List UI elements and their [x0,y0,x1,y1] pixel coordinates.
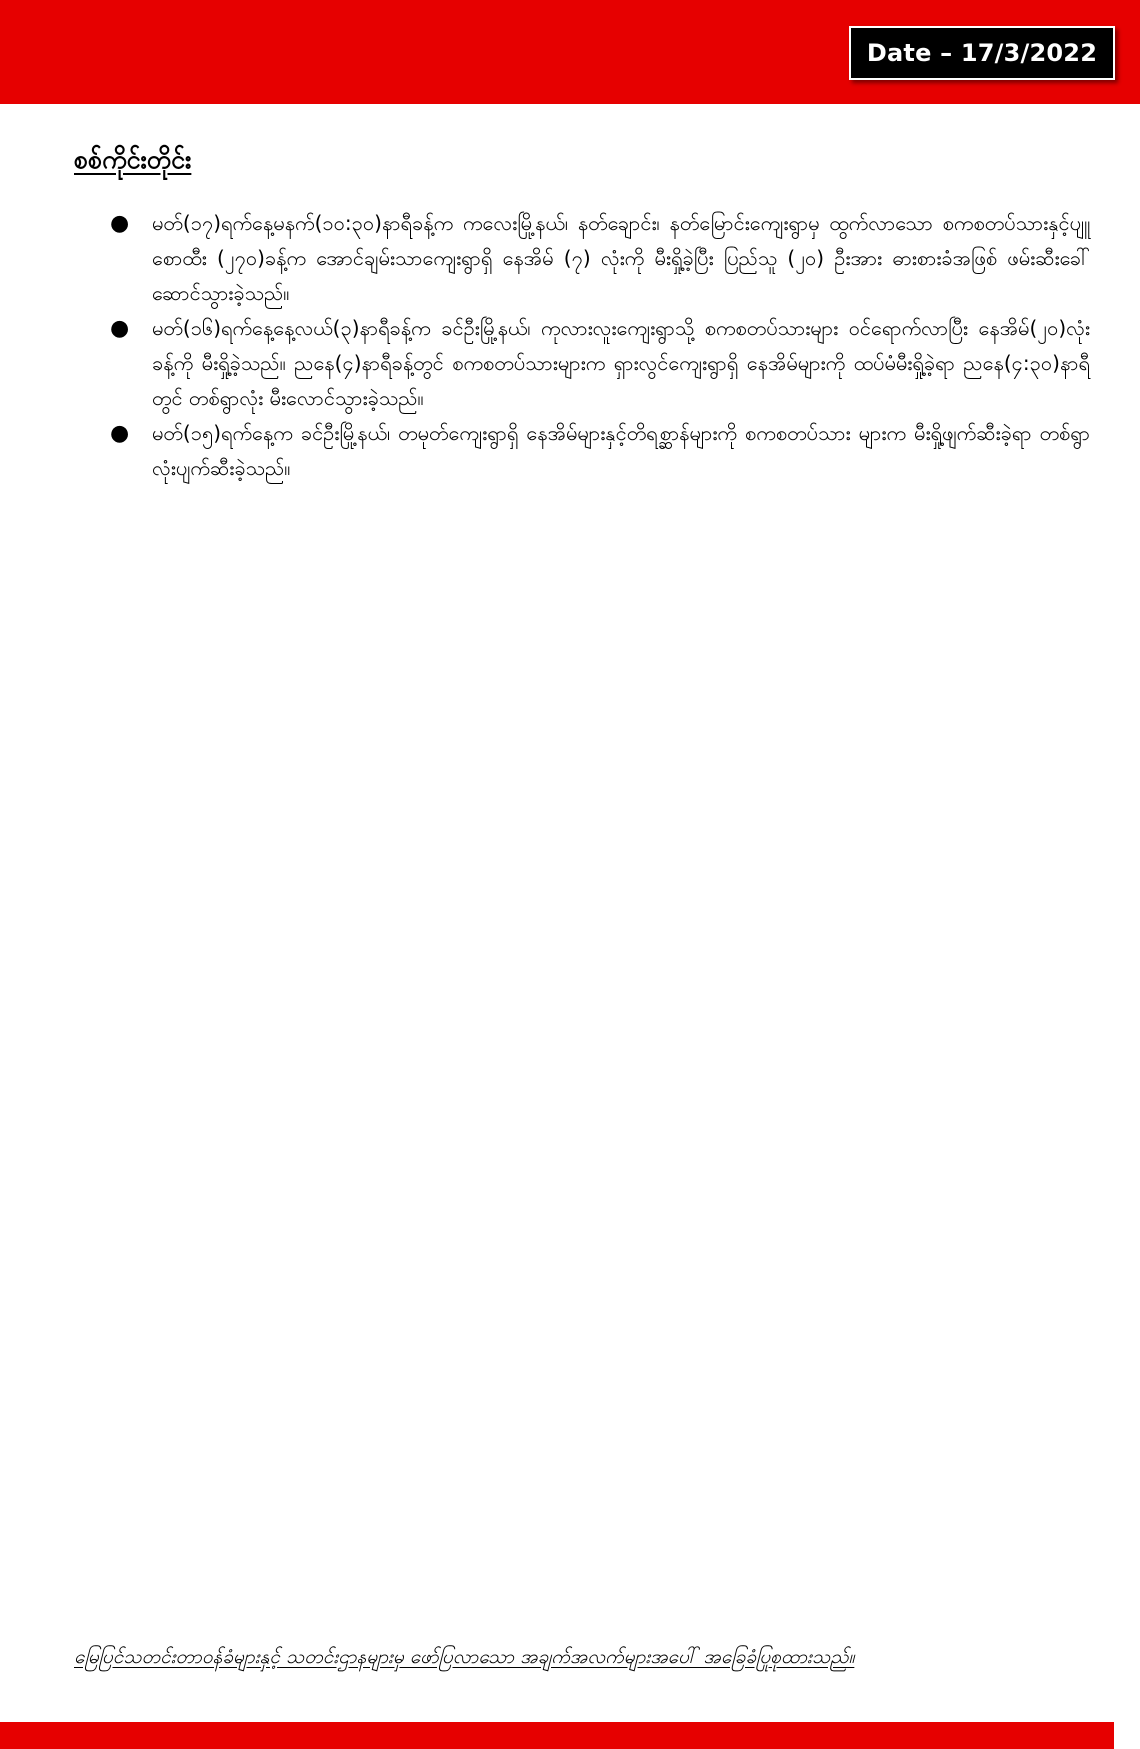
section-heading: စစ်ကိုင်းတိုင်း [74,145,192,174]
list-item [110,311,1090,416]
list-item [110,416,1090,486]
footer-band [0,1722,1114,1749]
bullet-icon: ● [110,421,130,446]
bullet-icon: ● [110,316,130,341]
footer-note: မြေပြင်သတင်းတာဝန်ခံများနှင့် သတင်းဌာနများမှ ဖော်ပြလာသော အချက်အလက်များအပေါ် အခြေခံပြုစုထားသည်။ [74,1646,855,1668]
list-item-text: မတ်(၁၇)ရက်နေ့မနက်(၁၀:၃၀)နာရီခန့်က ကလေးမြို့နယ်၊ နတ်ချောင်း၊ နတ်မြောင်းကျေးရွာမှ ထွက်လာသော စကစတပ်သားနှင့်ပျူစောထီး (၂၇၀)ခန့်က အောင်ချမ်းသာကျေးရွာရှိ နေအိမ် (၇) လုံးကို မီးရှို့ခဲ့ပြီး ပြည်သူ (၂၀) ဦးအား ဓားစားခံအဖြစ် ဖမ်းဆီးခေါ်ဆောင်သွားခဲ့သည်။ [152,211,1090,305]
date-badge: Date – 17/3/2022 [849,26,1115,80]
list-item-text: မတ်(၁၅)ရက်နေ့က ခင်ဦးမြို့နယ်၊ တမုတ်ကျေးရွာရှိ နေအိမ်များနှင့်တိရစ္ဆာန်များကို စကစတပ်သား များက မီးရှို့ဖျက်ဆီးခဲ့ရာ တစ်ရွာလုံးပျက်ဆီးခဲ့သည်။ [152,421,1090,480]
list-item-text: မတ်(၁၆)ရက်နေ့နေ့လယ်(၃)နာရီခန့်က ခင်ဦးမြို့နယ်၊ ကုလားလူးကျေးရွာသို့ စကစတပ်သားများ ဝင်ရောက်လာပြီး နေအိမ်(၂၀)လုံးခန့်ကို မီးရှို့ခဲ့သည်။ ညနေ(၄)နာရီခန့်တွင် စကစတပ်သားများက ရှားလွင်ကျေးရွာရှိ နေအိမ်များကို ထပ်မံမီးရှို့ခဲ့ရာ ညနေ(၄:၃၀)နာရီတွင် တစ်ရွာလုံး မီးလောင်သွားခဲ့သည်။ [152,316,1090,410]
bullet-list [110,206,1090,486]
list-item [110,206,1090,311]
bullet-icon: ● [110,211,130,236]
